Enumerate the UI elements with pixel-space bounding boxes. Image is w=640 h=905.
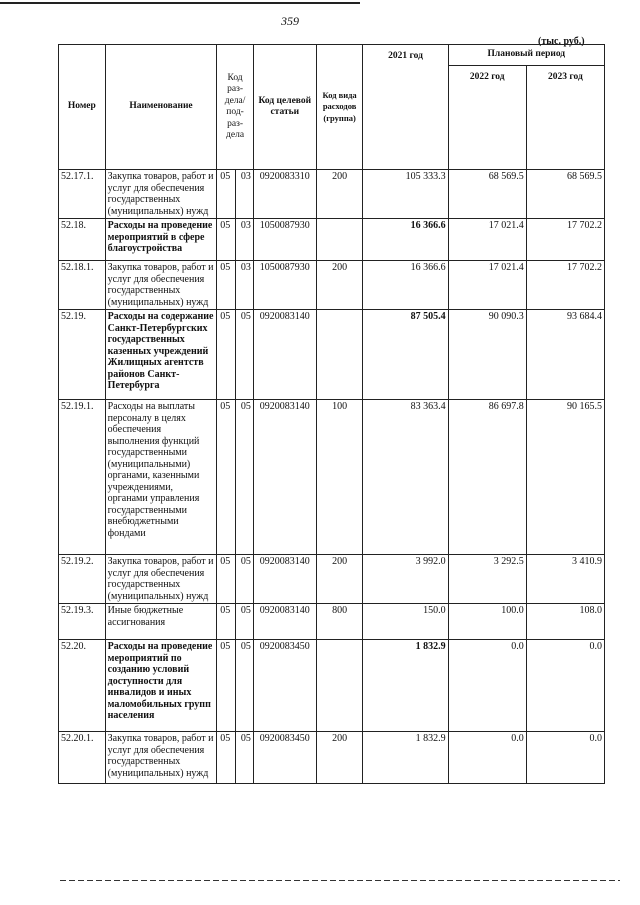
row-value-2023: 93 684.4: [526, 310, 604, 400]
row-number: 52.20.1.: [59, 732, 106, 784]
row-section: 05: [217, 219, 235, 261]
row-target-code: 0920083450: [253, 732, 316, 784]
row-section: 05: [217, 640, 235, 732]
row-target-code: 1050087930: [253, 219, 316, 261]
row-name: Иные бюджетные ассигнования: [105, 604, 217, 640]
row-target-code: 0920083310: [253, 170, 316, 219]
row-subsection: 05: [235, 604, 253, 640]
row-name: Расходы на проведение мероприятий по созданию условий доступности для инвалидов и иных маломобильных групп населения: [105, 640, 217, 732]
row-number: 52.19.1.: [59, 400, 106, 555]
row-number: 52.17.1.: [59, 170, 106, 219]
row-subsection: 05: [235, 555, 253, 604]
row-expense-type: 100: [316, 400, 363, 555]
row-subsection: 03: [235, 170, 253, 219]
row-number: 52.19.: [59, 310, 106, 400]
row-value-2021: 16 366.6: [363, 219, 448, 261]
row-name: Закупка товаров, работ и услуг для обеспечения государственных (муниципальных) нужд: [105, 170, 217, 219]
row-expense-type: 200: [316, 261, 363, 310]
header-2021: 2021 год: [363, 45, 448, 170]
row-value-2022: 68 569.5: [448, 170, 526, 219]
row-section: 05: [217, 604, 235, 640]
table-row: [59, 310, 605, 400]
table-row: [59, 261, 605, 310]
table-row: [59, 219, 605, 261]
row-value-2022: 90 090.3: [448, 310, 526, 400]
row-value-2021: 87 505.4: [363, 310, 448, 400]
row-value-2023: 17 702.2: [526, 219, 604, 261]
row-value-2022: 0.0: [448, 732, 526, 784]
table-row: [59, 400, 605, 555]
row-value-2021: 1 832.9: [363, 640, 448, 732]
header-number: Номер: [59, 45, 106, 170]
row-expense-type: [316, 640, 363, 732]
row-subsection: 05: [235, 640, 253, 732]
row-expense-type: 200: [316, 170, 363, 219]
row-value-2023: 0.0: [526, 640, 604, 732]
header-name: Наименование: [105, 45, 217, 170]
header-planned-period: Плановый период: [448, 45, 604, 66]
row-target-code: 0920083140: [253, 310, 316, 400]
row-value-2022: 100.0: [448, 604, 526, 640]
budget-table: [58, 44, 605, 784]
row-section: 05: [217, 400, 235, 555]
row-target-code: 0920083140: [253, 400, 316, 555]
row-number: 52.19.3.: [59, 604, 106, 640]
row-name: Закупка товаров, работ и услуг для обеспечения государственных (муниципальных) нужд: [105, 555, 217, 604]
row-section: 05: [217, 261, 235, 310]
row-value-2022: 86 697.8: [448, 400, 526, 555]
top-rule: [0, 2, 360, 4]
table-row: [59, 732, 605, 784]
header-section: Код раз-дела/ под-раз-дела: [217, 45, 254, 170]
row-name: Закупка товаров, работ и услуг для обеспечения государственных (муниципальных) нужд: [105, 261, 217, 310]
row-value-2023: 68 569.5: [526, 170, 604, 219]
row-name: Закупка товаров, работ и услуг для обеспечения государственных (муниципальных) нужд: [105, 732, 217, 784]
table-row: [59, 555, 605, 604]
row-value-2021: 150.0: [363, 604, 448, 640]
row-name: Расходы на выплаты персоналу в целях обеспечения выполнения функций государственными (муниципальными) органами, казенными учреждениями, органами управления государственными внебюджетными фондами: [105, 400, 217, 555]
header-2023: 2023 год: [526, 66, 604, 170]
row-subsection: 05: [235, 732, 253, 784]
row-value-2021: 1 832.9: [363, 732, 448, 784]
row-expense-type: 200: [316, 555, 363, 604]
row-value-2023: 3 410.9: [526, 555, 604, 604]
row-target-code: 0920083140: [253, 604, 316, 640]
row-subsection: 05: [235, 310, 253, 400]
row-subsection: 03: [235, 261, 253, 310]
row-number: 52.20.: [59, 640, 106, 732]
header-expense-type: Код вида расходов (группа): [316, 45, 363, 170]
row-target-code: 1050087930: [253, 261, 316, 310]
row-value-2022: 17 021.4: [448, 219, 526, 261]
row-value-2021: 3 992.0: [363, 555, 448, 604]
row-value-2021: 83 363.4: [363, 400, 448, 555]
row-expense-type: [316, 310, 363, 400]
row-value-2023: 17 702.2: [526, 261, 604, 310]
page-number: 359: [281, 14, 299, 28]
row-value-2022: 0.0: [448, 640, 526, 732]
row-number: 52.18.: [59, 219, 106, 261]
row-value-2021: 105 333.3: [363, 170, 448, 219]
row-expense-type: 200: [316, 732, 363, 784]
row-section: 05: [217, 170, 235, 219]
row-target-code: 0920083140: [253, 555, 316, 604]
table-body: [59, 170, 605, 784]
row-value-2023: 90 165.5: [526, 400, 604, 555]
row-name: Расходы на содержание Санкт-Петербургских государственных казенных учреждений Жилищных агентств районов Санкт-Петербурга: [105, 310, 217, 400]
row-value-2023: 108.0: [526, 604, 604, 640]
units-label: (тыс. руб.): [538, 36, 585, 47]
row-value-2021: 16 366.6: [363, 261, 448, 310]
row-section: 05: [217, 732, 235, 784]
header-target: Код целевой статьи: [253, 45, 316, 170]
header-2022: 2022 год: [448, 66, 526, 170]
row-expense-type: 800: [316, 604, 363, 640]
row-target-code: 0920083450: [253, 640, 316, 732]
row-section: 05: [217, 310, 235, 400]
row-number: 52.18.1.: [59, 261, 106, 310]
row-subsection: 05: [235, 400, 253, 555]
table-row: [59, 640, 605, 732]
footer-rule: [60, 880, 620, 881]
row-section: 05: [217, 555, 235, 604]
row-expense-type: [316, 219, 363, 261]
row-value-2022: 3 292.5: [448, 555, 526, 604]
table-row: [59, 170, 605, 219]
row-value-2022: 17 021.4: [448, 261, 526, 310]
table-row: [59, 604, 605, 640]
row-number: 52.19.2.: [59, 555, 106, 604]
row-subsection: 03: [235, 219, 253, 261]
row-value-2023: 0.0: [526, 732, 604, 784]
row-name: Расходы на проведение мероприятий в сфере благоустройства: [105, 219, 217, 261]
